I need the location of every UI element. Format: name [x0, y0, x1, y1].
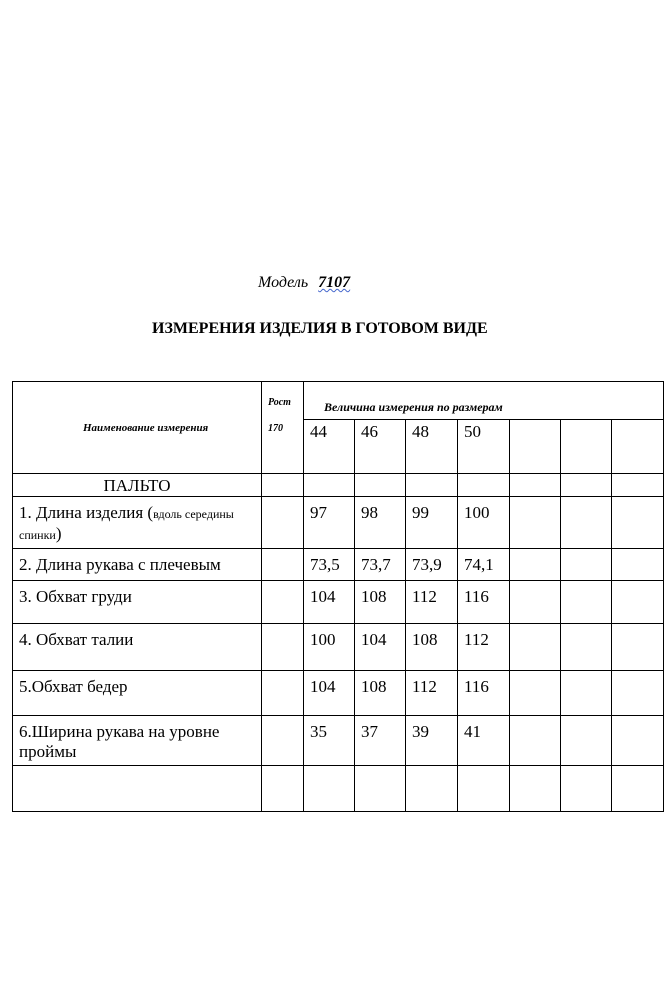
measurement-value: 112 [406, 581, 458, 624]
size-header: 46 [355, 420, 406, 474]
empty-cell [510, 716, 561, 766]
measurement-value: 116 [458, 671, 510, 716]
empty-cell [262, 497, 304, 549]
empty-cell [561, 766, 612, 812]
empty-cell [612, 474, 664, 497]
measurement-name: 3. Обхват груди [13, 581, 262, 624]
empty-cell [612, 581, 664, 624]
empty-cell [612, 549, 664, 581]
empty-cell [510, 420, 561, 474]
empty-cell [262, 624, 304, 671]
empty-cell [262, 766, 304, 812]
page-title: ИЗМЕРЕНИЯ ИЗДЕЛИЯ В ГОТОВОМ ВИДЕ [152, 320, 488, 337]
empty-cell [406, 766, 458, 812]
measurement-value: 73,9 [406, 549, 458, 581]
empty-cell [561, 581, 612, 624]
measurement-value: 108 [406, 624, 458, 671]
empty-cell [561, 420, 612, 474]
empty-cell [510, 671, 561, 716]
measurement-value: 98 [355, 497, 406, 549]
measurement-name [13, 497, 262, 549]
measurement-value: 37 [355, 716, 406, 766]
header-size-values: Величина измерения по размерам [304, 382, 664, 420]
measurement-value: 97 [304, 497, 355, 549]
empty-cell [612, 420, 664, 474]
measurement-value: 35 [304, 716, 355, 766]
measurement-value: 104 [304, 581, 355, 624]
empty-cell [612, 624, 664, 671]
empty-cell [262, 671, 304, 716]
header-height [262, 382, 304, 474]
table-row [13, 671, 664, 716]
table-row [13, 581, 664, 624]
header-height-value: 170 [268, 423, 283, 434]
empty-cell [304, 474, 355, 497]
measurement-value: 116 [458, 581, 510, 624]
empty-cell [612, 671, 664, 716]
empty-cell [355, 474, 406, 497]
empty-cell [561, 474, 612, 497]
empty-cell [510, 474, 561, 497]
empty-cell [612, 497, 664, 549]
empty-cell [355, 766, 406, 812]
empty-cell [304, 766, 355, 812]
model-number: 7107 [318, 274, 351, 291]
measurements-table [12, 381, 664, 812]
measurement-name: 5.Обхват бедер [13, 671, 262, 716]
table-row-empty [13, 766, 664, 812]
size-header: 48 [406, 420, 458, 474]
empty-cell [510, 581, 561, 624]
model-label [258, 274, 350, 292]
header-height-label: Рост [268, 397, 291, 408]
empty-cell [612, 766, 664, 812]
measurement-value: 73,7 [355, 549, 406, 581]
empty-cell [510, 497, 561, 549]
measurement-value: 104 [355, 624, 406, 671]
measurement-value: 100 [458, 497, 510, 549]
empty-cell [262, 474, 304, 497]
measurement-value: 112 [406, 671, 458, 716]
measurement-value: 104 [304, 671, 355, 716]
measurement-name-end: ) [55, 524, 62, 543]
empty-cell [510, 549, 561, 581]
section-label: ПАЛЬТО [13, 474, 262, 497]
measurement-value: 108 [355, 671, 406, 716]
measurement-value: 39 [406, 716, 458, 766]
size-header: 44 [304, 420, 355, 474]
section-row [13, 474, 664, 497]
empty-cell [262, 581, 304, 624]
empty-cell [13, 766, 262, 812]
measurement-value: 99 [406, 497, 458, 549]
measurement-name: 6.Ширина рукава на уровне проймы [13, 716, 262, 766]
measurement-value: 112 [458, 624, 510, 671]
empty-cell [406, 474, 458, 497]
measurement-value: 74,1 [458, 549, 510, 581]
empty-cell [612, 716, 664, 766]
measurement-name: 2. Длина рукава с плечевым [13, 549, 262, 581]
empty-cell [561, 497, 612, 549]
table-row [13, 716, 664, 766]
empty-cell [262, 716, 304, 766]
empty-cell [458, 766, 510, 812]
header-measurement-name: Наименование измерения [13, 382, 262, 474]
table-row [13, 497, 664, 549]
measurement-name: 4. Обхват талии [13, 624, 262, 671]
empty-cell [561, 549, 612, 581]
empty-cell [561, 716, 612, 766]
empty-cell [458, 474, 510, 497]
empty-cell [262, 549, 304, 581]
measurement-value: 41 [458, 716, 510, 766]
measurement-name-note: вдоль середины спинки [19, 507, 234, 542]
table-row [13, 549, 664, 581]
model-label-text: Модель [258, 274, 309, 291]
empty-cell [561, 671, 612, 716]
measurement-name-main: 1. Длина изделия ( [19, 503, 154, 522]
empty-cell [561, 624, 612, 671]
empty-cell [510, 766, 561, 812]
measurement-value: 108 [355, 581, 406, 624]
size-header: 50 [458, 420, 510, 474]
empty-cell [510, 624, 561, 671]
measurement-value: 73,5 [304, 549, 355, 581]
table-row [13, 624, 664, 671]
measurement-value: 100 [304, 624, 355, 671]
